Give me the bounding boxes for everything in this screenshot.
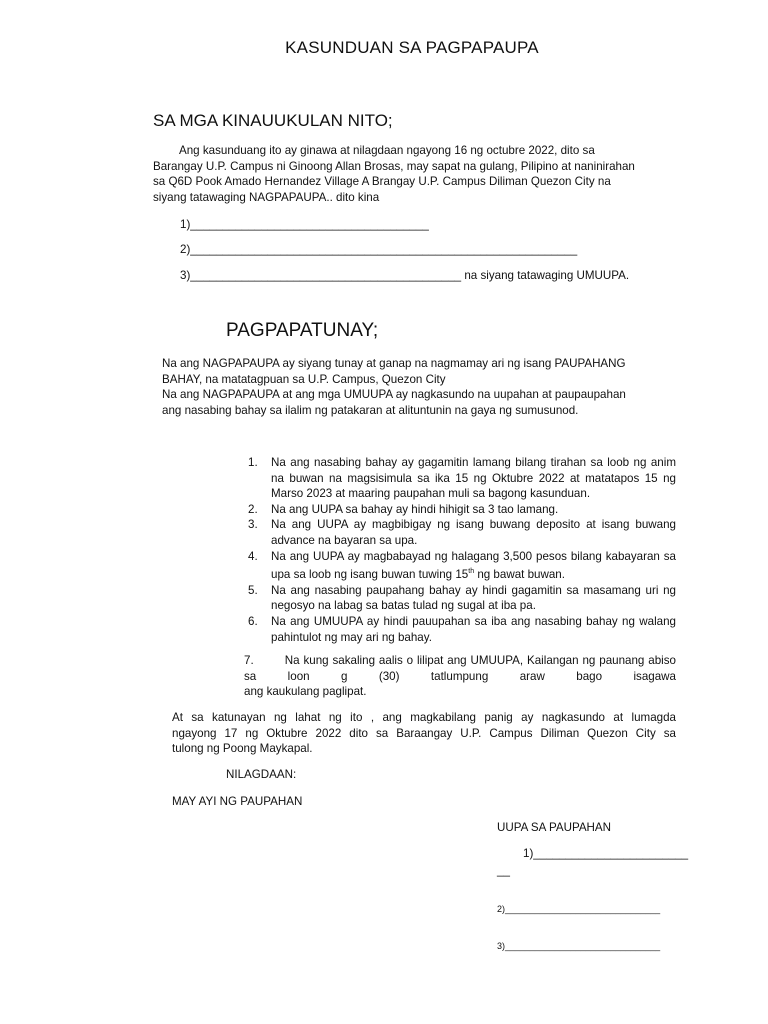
closing-line: ngayong 17 ng Oktubre 2022 dito sa Baraangay U.P. Campus Diliman Quezon City sa bbox=[172, 726, 676, 740]
list-item bbox=[244, 583, 676, 614]
pledge-line: ang nasabing bahay sa ilalim ng patakaran at alituntunin na gaya ng sumusunod. bbox=[162, 403, 579, 417]
tenants-label: UUPA SA PAUPAHAN bbox=[497, 821, 612, 834]
pledge-paragraph bbox=[162, 356, 702, 418]
tenant-signature-blank-1-wrap: __ bbox=[497, 864, 510, 877]
tenant-signature-blank-1: 1)________________________ bbox=[523, 847, 689, 860]
list-item bbox=[244, 614, 676, 645]
document-title: KASUNDUAN SA PAGPAPAUPA bbox=[285, 38, 539, 57]
intro-line: Ang kasunduang ito ay ginawa at nilagdaan ngayong 16 ng octubre 2022, dito sa bbox=[179, 144, 595, 157]
term-7-text: 7. Na kung sakaling aalis o lilipat ang UMUUPA, Kailangan ng paunang abiso sa loon g (30) tatlumpung araw bago isagawa bbox=[244, 654, 680, 683]
list-text: Na ang nasabing bahay ay gagamitin lamang bilang tirahan sa loob ng anim na buwan na magsisimula sa ika 15 ng Oktubre 2022 at matatapos 15 ng Marso 2023 at maaring paupahan muli sa bagong kasunduan. bbox=[271, 456, 676, 501]
list-item bbox=[244, 455, 676, 502]
list-text: Na ang UUPA ay magbabayad ng halagang 3,500 pesos bilang kabayaran sa upa sa loob ng isang buwan tuwing 15th ng bawat buwan. bbox=[271, 549, 676, 582]
terms-list bbox=[244, 455, 676, 645]
intro-line: siyang tatawaging NAGPAPAUPA.. dito kina bbox=[153, 190, 380, 204]
closing-line: At sa katunayan ng lahat ng ito , ang magkabilang panig ay nagkasundo at lumagda bbox=[172, 711, 676, 724]
list-item bbox=[244, 517, 676, 548]
section-heading: PAGPAPATUNAY; bbox=[226, 320, 379, 341]
term-7-paragraph bbox=[244, 653, 680, 700]
list-text: Na ang UMUUPA ay hindi pauupahan sa iba ang nasabing bahay ng walang pahintulot ng may ari ng bahay. bbox=[271, 614, 676, 644]
signed-label: NILAGDAAN: bbox=[226, 768, 297, 781]
list-number: 3. bbox=[248, 518, 258, 532]
pledge-line: BAHAY, na matatagpuan sa U.P. Campus, Quezon City bbox=[162, 372, 446, 386]
closing-paragraph bbox=[172, 710, 676, 757]
intro-line: Barangay U.P. Campus ni Ginoong Allan Brosas, may sapat na gulang, Pilipino at naninirahan bbox=[153, 159, 635, 173]
tenant-signature-blank-2: 2)_______________________________ bbox=[497, 904, 661, 914]
list-number: 2. bbox=[248, 502, 258, 516]
intro-paragraph bbox=[153, 143, 693, 205]
tenant-signature-blank-3: 3)_______________________________ bbox=[497, 941, 661, 951]
lessee-blank-1: 1)_____________________________________ bbox=[180, 218, 429, 231]
closing-line: tulong ng Poong Maykapal. bbox=[172, 742, 313, 756]
intro-line: sa Q6D Pook Amado Hernandez Village A Brangay U.P. Campus Diliman Quezon City na bbox=[153, 175, 611, 189]
list-item bbox=[244, 549, 676, 583]
list-text: Na ang UUPA sa bahay ay hindi hihigit sa 3 tao lamang. bbox=[271, 502, 559, 516]
pledge-line: Na ang NAGPAPAUPA ay siyang tunay at ganap na nagmamay ari ng isang PAUPAHANG bbox=[162, 357, 626, 370]
list-text: Na ang nasabing paupahang bahay ay hindi gagamitin sa masamang uri ng negosyo na labag sa batas tulad ng sugal at iba pa. bbox=[271, 583, 676, 613]
list-number: 5. bbox=[248, 583, 258, 597]
superscript: th bbox=[468, 568, 475, 576]
list-number: 4. bbox=[248, 549, 258, 563]
list-item bbox=[244, 502, 676, 518]
salutation-heading: SA MGA KINAUUKULAN NITO; bbox=[153, 111, 393, 130]
landlord-label: MAY AYI NG PAUPAHAN bbox=[172, 795, 303, 808]
lessee-blank-2: 2)____________________________________________________________ bbox=[180, 243, 578, 256]
list-number: 6. bbox=[248, 614, 258, 628]
lessee-blank-3: 3)__________________________________________ na siyang tatawaging UMUUPA. bbox=[180, 269, 630, 282]
list-text: Na ang UUPA ay magbibigay ng isang buwang deposito at isang buwang advance na bayaran sa upa. bbox=[271, 518, 676, 547]
list-number: 1. bbox=[248, 456, 258, 469]
term-7-last-line: ang kaukulang paglipat. bbox=[244, 685, 367, 699]
pledge-line: Na ang NAGPAPAUPA at ang mga UMUUPA ay nagkasundo na uupahan at paupaupahan bbox=[162, 388, 626, 402]
